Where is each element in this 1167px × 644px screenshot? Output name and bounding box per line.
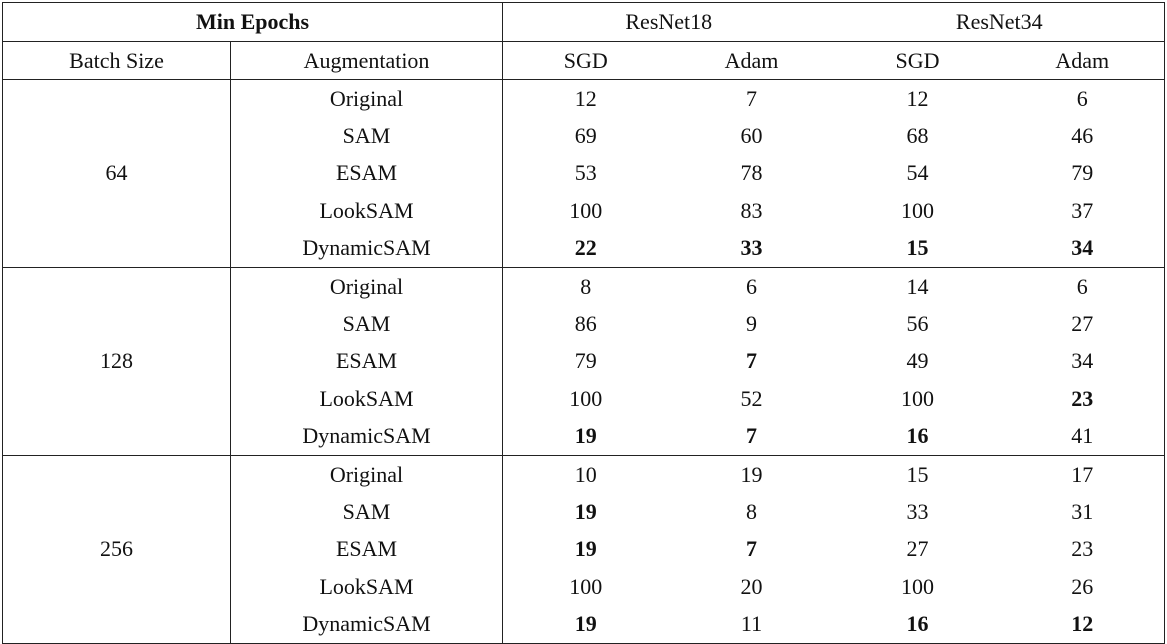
resnet34-adam-cell: 6 bbox=[1076, 85, 1088, 111]
resnet34-sgd-cell: 100 bbox=[901, 197, 935, 223]
resnet34-sgd-cell: 68 bbox=[906, 123, 929, 149]
resnet34-sgd-cell: 16 bbox=[906, 423, 929, 449]
resnet34-sgd-cell: 14 bbox=[906, 273, 929, 299]
resnet18-sgd-cell: 12 bbox=[574, 85, 597, 111]
augmentation-cell: DynamicSAM bbox=[231, 418, 503, 456]
augmentation-cell: LookSAM bbox=[231, 380, 503, 417]
resnet34-adam-cell: 34 bbox=[1071, 348, 1094, 374]
resnet18-adam-cell: 8 bbox=[746, 498, 757, 524]
resnet18-sgd-cell: 53 bbox=[574, 160, 597, 186]
resnet18-header: ResNet18 bbox=[625, 9, 713, 34]
table-title: Min Epochs bbox=[3, 3, 503, 42]
resnet34-adam-cell: 12 bbox=[1071, 611, 1094, 637]
resnet34-adam-cell: 79 bbox=[1071, 160, 1094, 186]
resnet34-sgd-cell: 15 bbox=[906, 235, 929, 261]
augmentation-cell: LookSAM bbox=[231, 192, 503, 229]
resnet34-sgd-cell: 100 bbox=[901, 573, 935, 599]
resnet18-sgd-cell: 69 bbox=[574, 123, 597, 149]
resnet34-adam-cell: 17 bbox=[1071, 461, 1094, 487]
resnet34-adam-cell: 31 bbox=[1071, 498, 1094, 524]
resnet18-adam-cell: 9 bbox=[746, 311, 757, 337]
resnet34-adam-cell: 6 bbox=[1076, 273, 1088, 299]
resnet18-adam-cell: 33 bbox=[740, 235, 763, 261]
resnet34-adam-cell: 26 bbox=[1071, 573, 1094, 599]
augmentation-cell: LookSAM bbox=[231, 568, 503, 605]
table-row bbox=[3, 80, 1165, 118]
resnet34-sgd-cell: 15 bbox=[906, 461, 929, 487]
resnet18-adam-cell: 20 bbox=[740, 573, 763, 599]
resnet18-sgd-cell: 10 bbox=[574, 461, 597, 487]
resnet18-sgd-cell: 100 bbox=[569, 573, 603, 599]
resnet18-adam-cell: 7 bbox=[746, 85, 757, 111]
resnet18-adam-cell: 7 bbox=[746, 348, 757, 374]
augmentation-cell: DynamicSAM bbox=[231, 230, 503, 268]
augmentation-cell: ESAM bbox=[231, 343, 503, 380]
min-epochs-table bbox=[2, 2, 1165, 644]
resnet18-adam-cell: 19 bbox=[740, 461, 763, 487]
resnet34-adam-cell: 23 bbox=[1071, 536, 1094, 562]
resnet34-sgd-cell: 100 bbox=[901, 385, 935, 411]
resnet18-sgd-cell: 79 bbox=[574, 348, 597, 374]
augmentation-cell: Original bbox=[231, 267, 503, 305]
augmentation-header: Augmentation bbox=[231, 42, 503, 80]
table-row bbox=[3, 455, 1165, 493]
resnet34-sgd-cell: 16 bbox=[906, 611, 929, 637]
resnet18-adam-cell: 7 bbox=[746, 423, 757, 449]
augmentation-cell: Original bbox=[231, 455, 503, 493]
resnet34-header: ResNet34 bbox=[955, 9, 1043, 34]
augmentation-cell: SAM bbox=[231, 493, 503, 530]
resnet34-adam-cell: 46 bbox=[1071, 123, 1094, 149]
resnet34-sgd-cell: 56 bbox=[906, 311, 929, 337]
resnet18-sgd-cell: 100 bbox=[569, 197, 603, 223]
resnet34-adam-cell: 23 bbox=[1071, 385, 1094, 411]
batch-size-cell: 128 bbox=[3, 267, 231, 455]
resnet34-sgd-cell: 27 bbox=[906, 536, 929, 562]
resnet18-adam-cell: 52 bbox=[740, 385, 763, 411]
resnet18-adam-cell: 83 bbox=[740, 197, 763, 223]
batch-size-cell: 256 bbox=[3, 455, 231, 643]
batch-size-header: Batch Size bbox=[3, 42, 231, 80]
resnet18-sgd-cell: 22 bbox=[574, 235, 597, 261]
resnet18-sgd-cell: 19 bbox=[574, 498, 597, 524]
augmentation-cell: DynamicSAM bbox=[231, 605, 503, 643]
table-row bbox=[3, 267, 1165, 305]
resnet34-sgd-cell: 49 bbox=[906, 348, 929, 374]
resnet18-sgd-cell: 19 bbox=[574, 423, 597, 449]
resnet18-sgd-cell: 100 bbox=[569, 385, 603, 411]
resnet18-sgd-cell: 19 bbox=[574, 611, 597, 637]
resnet18-adam-cell: 60 bbox=[740, 123, 763, 149]
resnet18-adam-cell: 6 bbox=[746, 273, 757, 299]
resnet18-adam-cell: 78 bbox=[740, 160, 763, 186]
table-body bbox=[3, 80, 1165, 644]
resnet18-sgd-cell: 8 bbox=[580, 273, 592, 299]
resnet34-sgd-cell: 54 bbox=[906, 160, 929, 186]
batch-size-cell: 64 bbox=[3, 80, 231, 268]
resnet18-sgd-cell: 86 bbox=[574, 311, 597, 337]
resnet18-sgd-cell: 19 bbox=[574, 536, 597, 562]
resnet18-adam-header: Adam bbox=[724, 47, 779, 73]
augmentation-cell: ESAM bbox=[231, 155, 503, 192]
resnet34-sgd-cell: 33 bbox=[906, 498, 929, 524]
resnet34-sgd-cell: 12 bbox=[906, 85, 929, 111]
resnet34-adam-header: Adam bbox=[1055, 47, 1110, 73]
resnet18-sgd-header: SGD bbox=[563, 47, 608, 73]
resnet18-adam-cell: 7 bbox=[746, 536, 757, 562]
augmentation-cell: SAM bbox=[231, 117, 503, 154]
resnet34-adam-cell: 27 bbox=[1071, 311, 1094, 337]
resnet34-sgd-header: SGD bbox=[895, 47, 940, 73]
augmentation-cell: Original bbox=[231, 80, 503, 118]
resnet18-adam-cell: 11 bbox=[740, 611, 763, 637]
resnet34-adam-cell: 34 bbox=[1071, 235, 1094, 261]
augmentation-cell: SAM bbox=[231, 305, 503, 342]
augmentation-cell: ESAM bbox=[231, 531, 503, 568]
resnet34-adam-cell: 37 bbox=[1071, 197, 1094, 223]
resnet34-adam-cell: 41 bbox=[1071, 423, 1094, 449]
